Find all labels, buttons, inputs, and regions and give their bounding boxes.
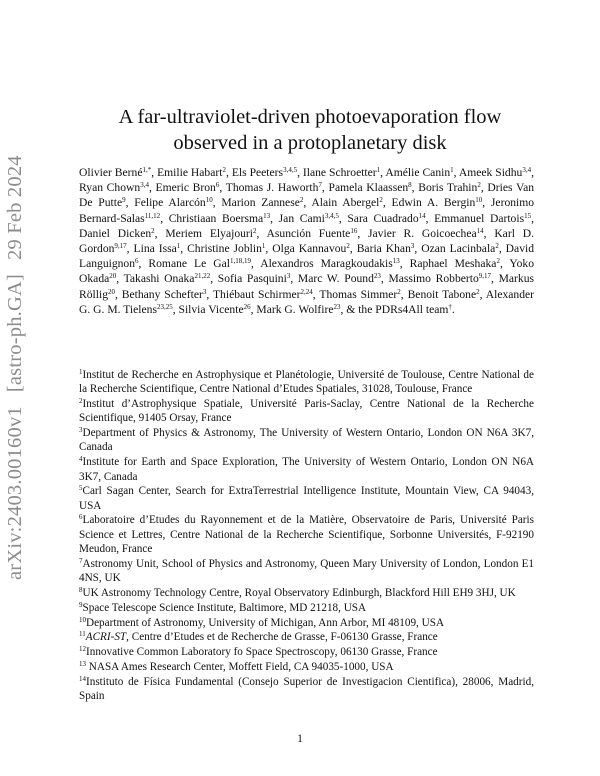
author-affiliation-marker: 6 bbox=[215, 181, 220, 190]
author bbox=[279, 212, 339, 225]
author-affiliation-marker: 1 bbox=[376, 166, 381, 174]
affiliation-italic-name: ACRI-ST bbox=[85, 631, 127, 644]
author bbox=[221, 196, 303, 209]
affiliation bbox=[79, 601, 534, 615]
author bbox=[298, 272, 381, 285]
affiliation-text: Astronomy Unit, School of Physics and Astronomy, Queen Mary University of London, London E1 4NS, UK bbox=[79, 557, 534, 585]
author-affiliation-marker: † bbox=[448, 302, 452, 311]
author-name: Asunción Fuente bbox=[266, 226, 351, 240]
author bbox=[134, 242, 181, 255]
author bbox=[408, 288, 480, 301]
author-name: Alain Abergel bbox=[311, 196, 380, 210]
author-affiliation-marker: 3,4 bbox=[140, 181, 149, 190]
author-name: Thomas Simmer bbox=[319, 287, 398, 301]
author-affiliation-marker: 2 bbox=[253, 226, 257, 235]
page-number: 1 bbox=[297, 733, 303, 745]
affiliation bbox=[79, 586, 534, 600]
author-name: Silvia Vicente bbox=[178, 302, 244, 316]
author bbox=[179, 303, 251, 316]
author-name: Romane Le Gal bbox=[148, 257, 230, 271]
author-name: Ilane Schroetter bbox=[302, 166, 377, 179]
author-name: Sofia Pasquini bbox=[217, 272, 287, 286]
author-name: Thomas J. Haworth bbox=[225, 181, 319, 195]
author-affiliation-marker: 9,17 bbox=[478, 272, 492, 281]
author-affiliation-marker: 9 bbox=[122, 196, 126, 205]
title-line-2: observed in a protoplanetary disk bbox=[173, 132, 447, 154]
author-affiliation-marker: 3 bbox=[202, 287, 207, 296]
author-name: Raphael Meshaka bbox=[409, 257, 497, 271]
author-name: Daniel Dicken bbox=[79, 226, 152, 240]
author bbox=[311, 196, 383, 209]
author-affiliation-marker: 2 bbox=[222, 166, 226, 174]
author-affiliation-marker: 2 bbox=[397, 287, 401, 296]
author-name: Lina Issa bbox=[133, 242, 177, 256]
affiliation bbox=[79, 645, 534, 659]
author-name: Pamela Klaassen bbox=[328, 181, 409, 195]
author bbox=[213, 288, 313, 301]
affiliation-text: Space Telescope Science Institute, Baltimore, MD 21218, USA bbox=[82, 601, 367, 614]
affiliation-text: Carl Sagan Center, Search for ExtraTerrestrial Intelligence Institute, Mountain View, CA 94043, USA bbox=[79, 485, 534, 512]
affiliation-text: Department of Physics & Astronomy, The University of Western Ontario, London ON N6A 3K7, Canada bbox=[79, 427, 534, 454]
author-name: Olga Kannavou bbox=[272, 242, 347, 256]
author bbox=[169, 212, 270, 225]
author-affiliation-marker: 2 bbox=[346, 242, 350, 251]
author-affiliation-marker: 9,17 bbox=[114, 242, 127, 251]
author-name: Jan Cami bbox=[278, 211, 325, 225]
author-affiliation-marker: 1 bbox=[450, 166, 454, 174]
author-affiliation-marker: 15 bbox=[524, 211, 532, 220]
author-name: Massimo Robberto bbox=[388, 272, 479, 286]
author-name: Marion Zannese bbox=[221, 196, 300, 210]
author-affiliation-marker: 1 bbox=[176, 242, 181, 251]
author bbox=[122, 288, 207, 301]
author bbox=[410, 257, 500, 270]
author-name: Alexander G. G. M. Tielens bbox=[79, 287, 535, 316]
author-affiliation-marker: 10 bbox=[205, 196, 213, 205]
arxiv-category: [astro-ph.GA] bbox=[4, 273, 26, 393]
author-name: Jeronimo Bernard-Salas bbox=[79, 196, 535, 225]
author bbox=[272, 242, 350, 255]
author-name: Ameek Sidhu bbox=[458, 166, 523, 179]
affiliation-number: 5 bbox=[79, 484, 83, 493]
affiliation bbox=[79, 616, 534, 630]
title-line-1: A far-ultraviolet-driven photoevaporation flow bbox=[118, 106, 502, 128]
author bbox=[79, 227, 155, 240]
affiliation-number: 4 bbox=[79, 455, 83, 464]
author-affiliation-marker: 2 bbox=[151, 226, 155, 235]
author bbox=[388, 272, 491, 285]
author-name: Ryan Chown bbox=[79, 181, 141, 195]
affiliation-number: 9 bbox=[79, 600, 83, 609]
author-affiliation-marker: 23,25 bbox=[156, 302, 173, 311]
author-affiliation-marker: 10 bbox=[475, 196, 483, 205]
author bbox=[346, 303, 452, 316]
author bbox=[392, 196, 483, 209]
author-name: Dries Van De Putte bbox=[79, 181, 535, 210]
author-name: Christiaan Boersma bbox=[168, 211, 264, 225]
affiliation-text: , Centre d’Etudes et de Recherche de Grasse, F-06130 Grasse, France bbox=[126, 631, 438, 644]
affiliation-text: UK Astronomy Technology Centre, Royal Observatory Edinburgh, Blackford Hill EH9 3HJ, UK bbox=[82, 586, 516, 599]
author-name: Markus Röllig bbox=[79, 272, 535, 301]
author-affiliation-marker: 7 bbox=[318, 181, 322, 190]
author-affiliation-marker: 3,4,5 bbox=[324, 211, 339, 220]
author bbox=[134, 196, 212, 209]
affiliation bbox=[79, 557, 534, 586]
affiliation bbox=[79, 426, 534, 455]
author-name: Marc W. Pound bbox=[297, 272, 374, 286]
affiliation-text: Laboratoire d’Etudes du Rayonnement et de la Matière, Observatoire de Paris, Université Paris Science et Lettres, Centre National de la Recherche Scientifique, Sorbonne Universités, F-92190 Meudon, France bbox=[79, 514, 534, 556]
author-affiliation-marker: 26 bbox=[243, 302, 251, 311]
author-name: Olivier Berné bbox=[79, 166, 143, 179]
author-name: Mark G. Wolfire bbox=[256, 302, 334, 316]
affiliation-number: 2 bbox=[79, 397, 83, 406]
affiliation bbox=[79, 455, 534, 484]
affiliation-number: 6 bbox=[79, 513, 83, 522]
arxiv-sidebar-stamp bbox=[4, 141, 27, 580]
author-name: Emilie Habart bbox=[157, 166, 223, 179]
author-affiliation-marker: 13 bbox=[392, 257, 400, 266]
affiliation-number: 13 bbox=[79, 659, 86, 668]
affiliation-number: 10 bbox=[79, 615, 86, 624]
affiliation-number: 3 bbox=[79, 426, 83, 435]
author-name: Emeric Bron bbox=[155, 181, 216, 195]
affiliation-text: Innovative Common Laboratory fo Space Spectroscopy, 06130 Grasse, France bbox=[86, 646, 438, 659]
author-affiliation-marker: 1 bbox=[261, 242, 266, 251]
author bbox=[232, 166, 297, 179]
author-name: Ozan Lacinbala bbox=[421, 242, 496, 256]
author-name: Javier R. Goicoechea bbox=[368, 226, 477, 240]
author-affiliation-marker: 3 bbox=[410, 242, 415, 251]
author-affiliation-marker: 2 bbox=[476, 287, 480, 296]
affiliation-number: 7 bbox=[79, 556, 83, 565]
author bbox=[347, 212, 425, 225]
author-name: Benoit Tabone bbox=[407, 287, 477, 301]
author bbox=[260, 257, 400, 270]
affiliation-text: Institut d’Astrophysique Spatiale, Université Paris-Saclay, Centre National de la Recherche Scientifique, 91405 Orsay, France bbox=[79, 398, 534, 425]
author bbox=[165, 227, 256, 240]
author bbox=[226, 181, 322, 194]
author-name: Yoko Okada bbox=[79, 257, 534, 286]
author bbox=[218, 272, 291, 285]
affiliation bbox=[79, 397, 534, 426]
author bbox=[459, 166, 531, 179]
affiliation bbox=[79, 630, 534, 644]
author-affiliation-marker: 6 bbox=[135, 257, 139, 266]
author-name: Felipe Alarcón bbox=[134, 196, 206, 210]
author bbox=[368, 227, 484, 240]
author-affiliation-marker: 2 bbox=[496, 257, 500, 266]
affiliation-number: 11 bbox=[79, 630, 86, 639]
author-affiliation-marker: 23 bbox=[333, 302, 341, 311]
affiliation bbox=[79, 660, 534, 674]
affiliation-text: Instituto de Física Fundamental (Consejo Superior de Investigacion Cientifica), 28006, Madrid, Spain bbox=[79, 675, 534, 703]
author bbox=[385, 166, 453, 179]
affiliation-number: 8 bbox=[79, 585, 83, 594]
author bbox=[157, 166, 226, 179]
author-affiliation-marker: 2,24 bbox=[300, 287, 313, 296]
author-affiliation-marker: 21,22 bbox=[194, 272, 211, 281]
author-affiliation-marker: 23 bbox=[373, 272, 381, 281]
author-affiliation-marker: 11,12 bbox=[144, 211, 161, 220]
author bbox=[187, 242, 265, 255]
author-affiliation-marker: 14 bbox=[418, 211, 426, 220]
author-affiliation-marker: 13 bbox=[263, 211, 271, 220]
affiliation-text: NASA Ames Research Center, Moffett Field, CA 94035-1000, USA bbox=[86, 660, 394, 673]
affiliation-text: Institute for Earth and Space Exploration, The University of Western Ontario, London ON N6A 3K7, Canada bbox=[79, 456, 534, 483]
author bbox=[79, 181, 149, 194]
author-name: Amélie Canin bbox=[385, 166, 451, 179]
author bbox=[256, 303, 340, 316]
author-name: Edwin A. Bergin bbox=[391, 196, 476, 210]
arxiv-id: arXiv:2403.00160v1 bbox=[4, 406, 26, 580]
affiliation-number: 1 bbox=[79, 368, 83, 376]
author-name: Meriem Elyajouri bbox=[165, 226, 253, 240]
author-name: Baria Khan bbox=[356, 242, 411, 256]
author-name: Thiébaut Schirmer bbox=[212, 287, 301, 301]
author-affiliation-marker: 3,4,5 bbox=[283, 166, 298, 174]
author-affiliation-marker: 14 bbox=[476, 226, 484, 235]
author bbox=[156, 181, 220, 194]
author-affiliation-marker: 3 bbox=[286, 272, 291, 281]
author-name: Els Peeters bbox=[231, 166, 284, 179]
affiliation bbox=[79, 513, 534, 556]
author-affiliation-marker: 2 bbox=[477, 181, 481, 190]
affiliation bbox=[79, 675, 534, 704]
author-name: & the PDRs4All team bbox=[346, 302, 449, 316]
author-affiliation-marker: 2 bbox=[299, 196, 304, 205]
author bbox=[148, 257, 251, 270]
author-affiliation-marker: 3,4 bbox=[522, 166, 532, 174]
affiliation bbox=[79, 484, 534, 513]
author bbox=[329, 181, 412, 194]
author-name: Takashi Onaka bbox=[123, 272, 195, 286]
affiliation-number: 12 bbox=[79, 645, 86, 654]
author bbox=[434, 212, 531, 225]
author-name: Boris Trahin bbox=[418, 181, 478, 195]
author-affiliation-marker: 2 bbox=[495, 242, 499, 251]
author-name: David Languignon bbox=[79, 242, 535, 271]
author-name: Sara Cuadrado bbox=[347, 211, 419, 225]
author bbox=[303, 166, 380, 179]
author-name: Christine Joblin bbox=[187, 242, 262, 256]
author-affiliation-marker: 20 bbox=[108, 287, 115, 296]
author-affiliation-marker: 20 bbox=[109, 272, 117, 281]
author-affiliation-marker: 2 bbox=[379, 196, 383, 205]
author-affiliation-marker: 16 bbox=[350, 226, 358, 235]
affiliation-text: Institut de Recherche en Astrophysique et Planétologie, Université de Toulouse, Centre National de la Recherche Scientifique, Centre National d’Etudes Spatiales, 31028, Toulouse, France bbox=[79, 369, 534, 396]
author bbox=[79, 166, 151, 179]
affiliation-list bbox=[79, 368, 534, 704]
author bbox=[124, 272, 211, 285]
affiliation-number: 14 bbox=[79, 674, 86, 683]
author bbox=[421, 242, 499, 255]
author bbox=[319, 288, 400, 301]
author-list: Olivier Berné$^{1,*}$, Emilie Habart$^2$, Els Peeters$^{3,4,5}$, Ilane Schroetter$^1$, Amélie Canin$^1$, Ameek Sidhu$^{3,4}$, Ryan Chown$^{3,4}$, Emeric Bron$^6$, Thomas J. Haworth$^7$, Pamela Klaassen$^8$, Boris Trahin$^2$, Dries Van De Putte$^9$, Felipe Alarcón$^{10}$, Marion Zannese$^2$, Alain Abergel$^2$, Edwin A. Bergin$^{10}$, Jeronimo Bernard-Salas$^{11,12}$, Christiaan Boersma$^{13}$, Jan Cami$^{3,4,5}$, Sara Cuadrado$^{14}$, Emmanuel Dartois$^{15}$, Daniel Dicken$^2$, Meriem Elyajouri$^2$, Asunción Fuente$^{16}$, Javier R. Goicoechea$^{14}$, Karl D. Gordon$^{9,17}$, Lina Issa$^1$, Christine Joblin$^1$, Olga Kannavou$^2$, Baria Khan$^3$, Ozan Lacinbala$^2$, David Languignon$^6$, Romane Le Gal$^{1,18,19}$, Alexandros Maragkoudakis$^{13}$, Raphael Meshaka$^2$, Yoko Okada$^{20}$, Takashi Onaka$^{21,22}$, Sofia Pasquini$^3$, Marc W. Pound$^{23}$, Massimo Robberto$^{9,17}$, Markus Röllig$^{20}$, Bethany Schefter$^3$, Thiébaut Schirmer$^{2,24}$, Thomas Simmer$^2$, Benoit Tabone$^2$, Alexander G. G. M. Tielens$^{23,25}$, Silvia Vicente$^{26}$, Mark G. Wolfire$^{23}$, & the PDRs4All team†. bbox=[79, 166, 535, 316]
paper-title bbox=[80, 104, 540, 156]
author-affiliation-marker: 1,18,19 bbox=[229, 257, 251, 266]
author-name: Emmanuel Dartois bbox=[434, 211, 525, 225]
affiliation-text: Department of Astronomy, University of Michigan, Ann Arbor, MI 48109, USA bbox=[86, 616, 445, 629]
author bbox=[357, 242, 415, 255]
arxiv-date: 29 Feb 2024 bbox=[4, 155, 26, 260]
author bbox=[267, 227, 358, 240]
author-affiliation-marker: 8 bbox=[408, 181, 412, 190]
author-name: Bethany Schefter bbox=[121, 287, 203, 301]
affiliation bbox=[79, 368, 534, 397]
author-name: Karl D. Gordon bbox=[79, 226, 534, 256]
author-name: Alexandros Maragkoudakis bbox=[260, 257, 393, 271]
author bbox=[418, 181, 481, 194]
author-affiliation-marker: 1,* bbox=[142, 166, 152, 174]
